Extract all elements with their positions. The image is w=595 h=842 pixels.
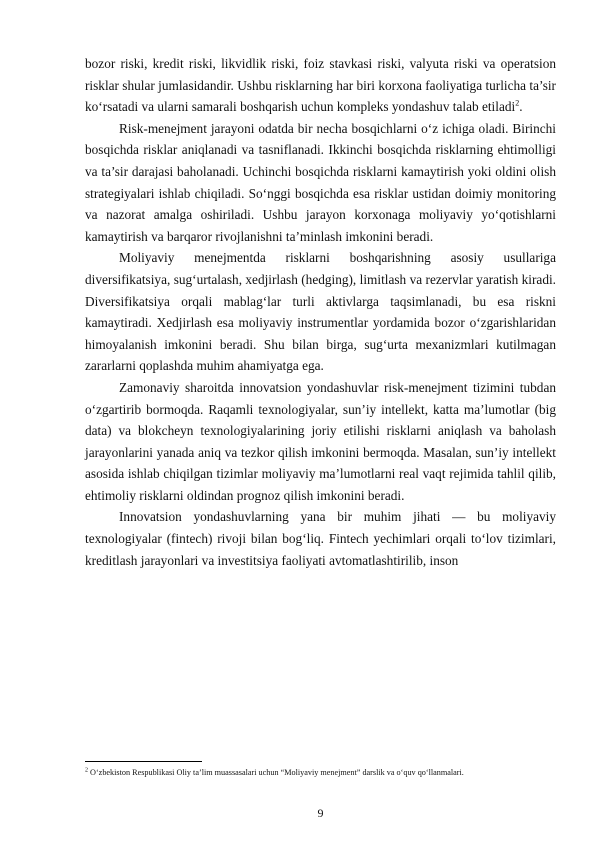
paragraph-2: Risk-menejment jarayoni odatda bir necha bosqichlarni o‘z ichiga oladi. Birinchi bosqichda risklar aniqlanadi va tasniflanadi. Ikkinchi bosqichda risklarning ehtimolligi va ta’sir darajasi baholanadi. Uchinchi bosqichda risklarni kamaytirish yoki oldini olish strategiyalari ishlab chiqiladi. So‘nggi bosqichda esa risklar ustidan doimiy monitoring va nazorat amalga oshiriladi. Ushbu jarayon korxonaga moliyaviy yo‘qotishlarni kamaytirish va barqaror rivojlanishni ta’minlash imkonini beradi. xyxy=(85,120,556,244)
paragraph-1-text: bozor riski, kredit riski, likvidlik riski, foiz stavkasi riski, valyuta riski va operatsion risklar shular jumlasidandir. Ushbu risklarning har biri korxona faoliyatiga turlicha ta’sir ko‘rsatadi va ularni samarali boshqarish uchun kompleks yondashuv talab etiladi xyxy=(85,56,556,115)
paragraph-4: Zamonaviy sharoitda innovatsion yondashuvlar risk-menejment tizimini tubdan o‘zgartirib bormoqda. Raqamli texnologiyalar, sun’iy intellekt, katta ma’lumotlar (big data) va blokcheyn texnologiyalarining joriy etilishi risklarni aniqlash va baholash jarayonlarini yanada aniq va tezkor qilish imkonini bermoqda. Masalan, sun’iy intellekt asosida ishlab chiqilgan tizimlar moliyaviy ma’lumotlarni real vaqt rejimida tahlil qilib, ehtimoliy risklarni oldindan prognoz qilish imkonini beradi. xyxy=(85,379,556,503)
footnote-reference: 2 xyxy=(515,98,520,108)
footnote-marker: 2 xyxy=(85,767,88,774)
footnote xyxy=(85,767,565,778)
paragraph-1-end: . xyxy=(519,99,523,115)
paragraph-3: Moliyaviy menejmentda risklarni boshqarishning asosiy usullariga diversifikatsiya, sug‘urtalash, xedjirlash (hedging), limitlash va rezervlar yaratish kiradi. Diversifikatsiya orqali mablag‘lar turli aktivlarga taqsimlanadi, bu esa riskni kamaytiradi. Xedjirlash esa moliyaviy instrumentlar yordamida bozor o‘zgarishlaridan himoyalanish imkonini beradi. Shu bilan birga, sug‘urta mexanizmlari kutilmagan zararlarni qoplashda muhim ahamiyatga ega. xyxy=(85,250,556,374)
paragraph-1 xyxy=(85,53,556,118)
body-text xyxy=(85,53,556,571)
page-number: 9 xyxy=(317,806,324,820)
paragraph-5: Innovatsion yondashuvlarning yana bir muhim jihati — bu moliyaviy texnologiyalar (fintech) rivoji bilan bog‘liq. Fintech yechimlari orqali to‘lov tizimlari, kreditlash jarayonlari va investitsiya faoliyati avtomatlashtirilib, inson xyxy=(85,509,556,568)
footnote-text: O‘zbekiston Respublikasi Oliy ta’lim muassasalari uchun “Moliyaviy menejment” darslik va o‘quv qo‘llanmalari. xyxy=(90,768,464,777)
footnote-divider xyxy=(85,761,202,762)
